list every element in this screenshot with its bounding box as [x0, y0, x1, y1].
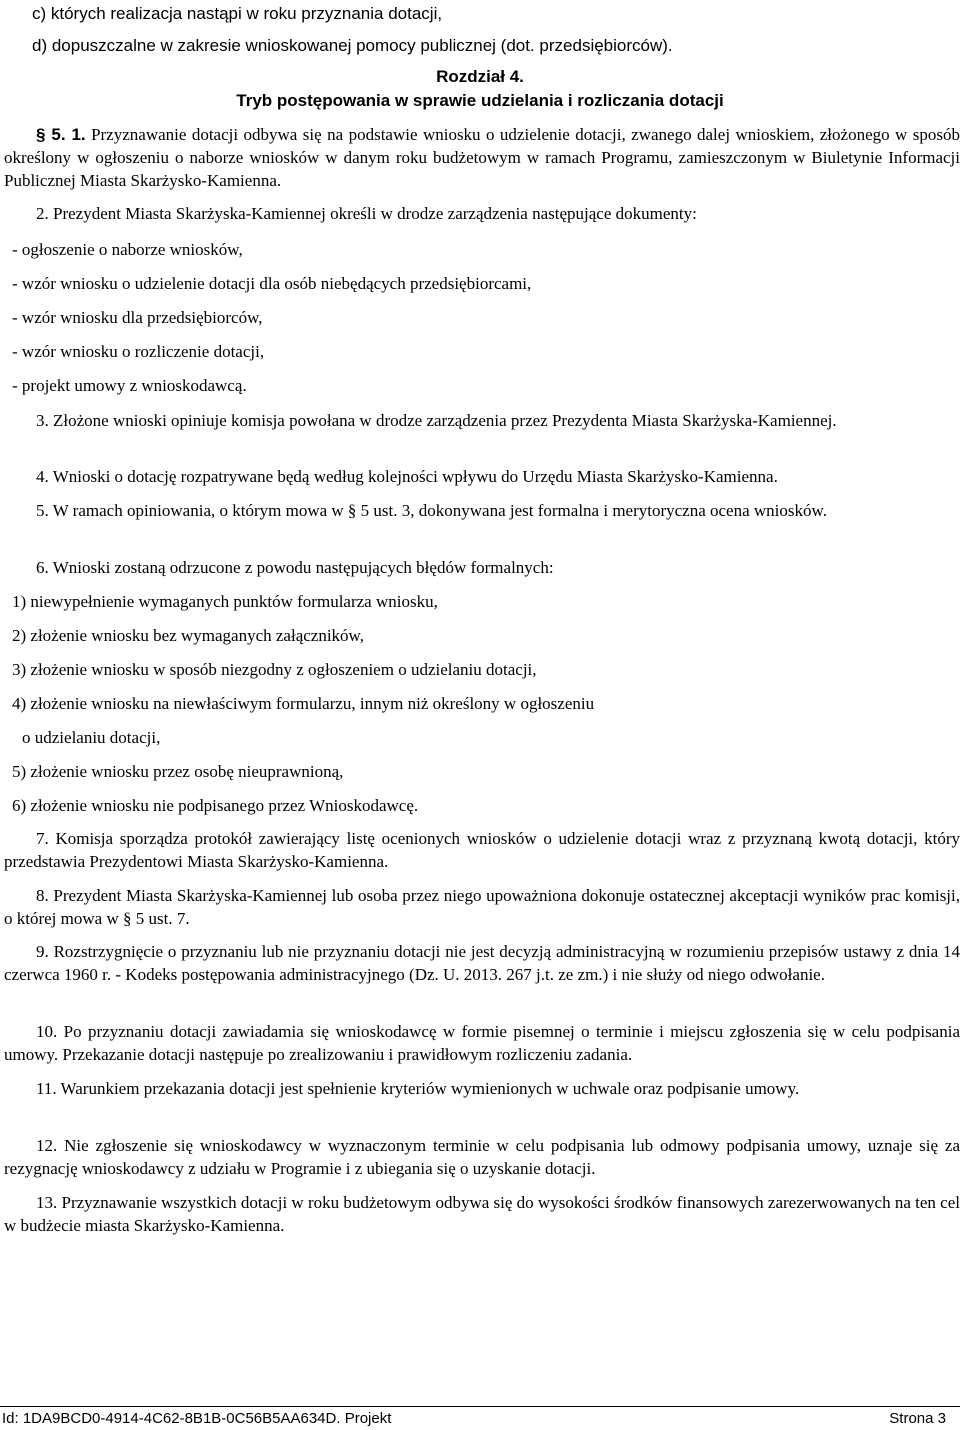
doc-item-1: - ogłoszenie o naborze wniosków,	[12, 240, 243, 259]
page-footer	[0, 1406, 960, 1429]
paragraph-8: 8. Prezydent Miasta Skarżyska-Kamiennej lub osoba przez niego upoważniona dokonuje ostatecznej akceptacji wyników prac komisji, o której mowa w § 5 ust. 7.	[4, 886, 960, 928]
paragraph-5: 5. W ramach opiniowania, o którym mowa w § 5 ust. 3, dokonywana jest formalna i merytoryczna ocena wniosków.	[36, 501, 827, 520]
paragraph-6: 6. Wnioski zostaną odrzucone z powodu następujących błędów formalnych:	[36, 558, 554, 577]
document-id: Id: 1DA9BCD0-4914-4C62-8B1B-0C56B5AA634D. Projekt	[2, 1410, 392, 1427]
error-item-1: 1) niewypełnienie wymaganych punktów formularza wniosku,	[12, 592, 438, 611]
error-item-4-cont: o udzielaniu dotacji,	[22, 728, 161, 747]
item-c: c) których realizacja nastąpi w roku przyznania dotacji,	[32, 4, 443, 23]
page-number: Strona 3	[889, 1410, 946, 1427]
doc-item-4: - wzór wniosku o rozliczenie dotacji,	[12, 342, 265, 361]
paragraph-5-1: § 5. 1. Przyznawanie dotacji odbywa się na podstawie wniosku o udzielenie dotacji, zwanego dalej wnioskiem, złożonego w sposób określony w ogłoszeniu o naborze wniosków w danym roku budżetowym w ramach Programu, zamieszczonym w Biuletynie Informacji Publicznej Miasta Skarżysko-Kamienna.	[4, 125, 960, 190]
paragraph-11: 11. Warunkiem przekazania dotacji jest spełnienie kryteriów wymienionych w uchwale oraz podpisanie umowy.	[36, 1079, 800, 1098]
doc-item-5: - projekt umowy z wnioskodawcą.	[12, 376, 247, 395]
doc-item-2: - wzór wniosku o udzielenie dotacji dla osób niebędących przedsiębiorcami,	[12, 274, 532, 293]
error-item-3: 3) złożenie wniosku w sposób niezgodny z ogłoszeniem o udzielaniu dotacji,	[12, 660, 537, 679]
paragraph-2: 2. Prezydent Miasta Skarżyska-Kamiennej określi w drodze zarządzenia następujące dokumenty:	[36, 204, 697, 223]
error-item-6: 6) złożenie wniosku nie podpisanego przez Wnioskodawcę.	[12, 796, 419, 815]
section-mark: § 5. 1.	[36, 125, 86, 144]
paragraph-9: 9. Rozstrzygnięcie o przyznaniu lub nie przyznaniu dotacji nie jest decyzją administracyjną w rozumieniu przepisów ustawy z dnia 14 czerwca 1960 r. - Kodeks postępowania administracyjnego (Dz. U. 2013. 267 j.t. ze zm.) i nie służy od niego odwołanie.	[4, 942, 960, 984]
error-item-2: 2) złożenie wniosku bez wymaganych załączników,	[12, 626, 364, 645]
paragraph-4: 4. Wnioski o dotację rozpatrywane będą według kolejności wpływu do Urzędu Miasta Skarżysko-Kamienna.	[36, 467, 778, 486]
chapter-number: Rozdział 4.	[436, 67, 524, 86]
error-item-4: 4) złożenie wniosku na niewłaściwym formularzu, innym niż określony w ogłoszeniu	[12, 694, 595, 713]
paragraph-10: 10. Po przyznaniu dotacji zawiadamia się wnioskodawcę w formie pisemnej o terminie i miejscu zgłoszenia się w celu podpisania umowy. Przekazanie dotacji następuje po zrealizowaniu i prawidłowym rozliczeniu zadania.	[4, 1022, 960, 1064]
chapter-title: Tryb postępowania w sprawie udzielania i rozliczania dotacji	[236, 91, 724, 110]
error-item-5: 5) złożenie wniosku przez osobę nieuprawnioną,	[12, 762, 344, 781]
paragraph-12: 12. Nie zgłoszenie się wnioskodawcy w wyznaczonym terminie w celu podpisania lub odmowy podpisania umowy, uznaje się za rezygnację wnioskodawcy z udziału w Programie i z ubiegania się o uzyskanie dotacji.	[4, 1136, 960, 1178]
paragraph-13: 13. Przyznawanie wszystkich dotacji w roku budżetowym odbywa się do wysokości środków finansowych zarezerwowanych na ten cel w budżecie miasta Skarżysko-Kamienna.	[4, 1193, 960, 1235]
item-d: d) dopuszczalne w zakresie wnioskowanej pomocy publicznej (dot. przedsiębiorców).	[32, 36, 673, 55]
paragraph-3: 3. Złożone wnioski opiniuje komisja powołana w drodze zarządzenia przez Prezydenta Miasta Skarżyska-Kamiennej.	[36, 411, 837, 430]
paragraph-7: 7. Komisja sporządza protokół zawierający listę ocenionych wniosków o udzielenie dotacji wraz z przyznaną kwotą dotacji, który przedstawia Prezydentowi Miasta Skarżysko-Kamienna.	[4, 829, 960, 871]
doc-item-3: - wzór wniosku dla przedsiębiorców,	[12, 308, 263, 327]
